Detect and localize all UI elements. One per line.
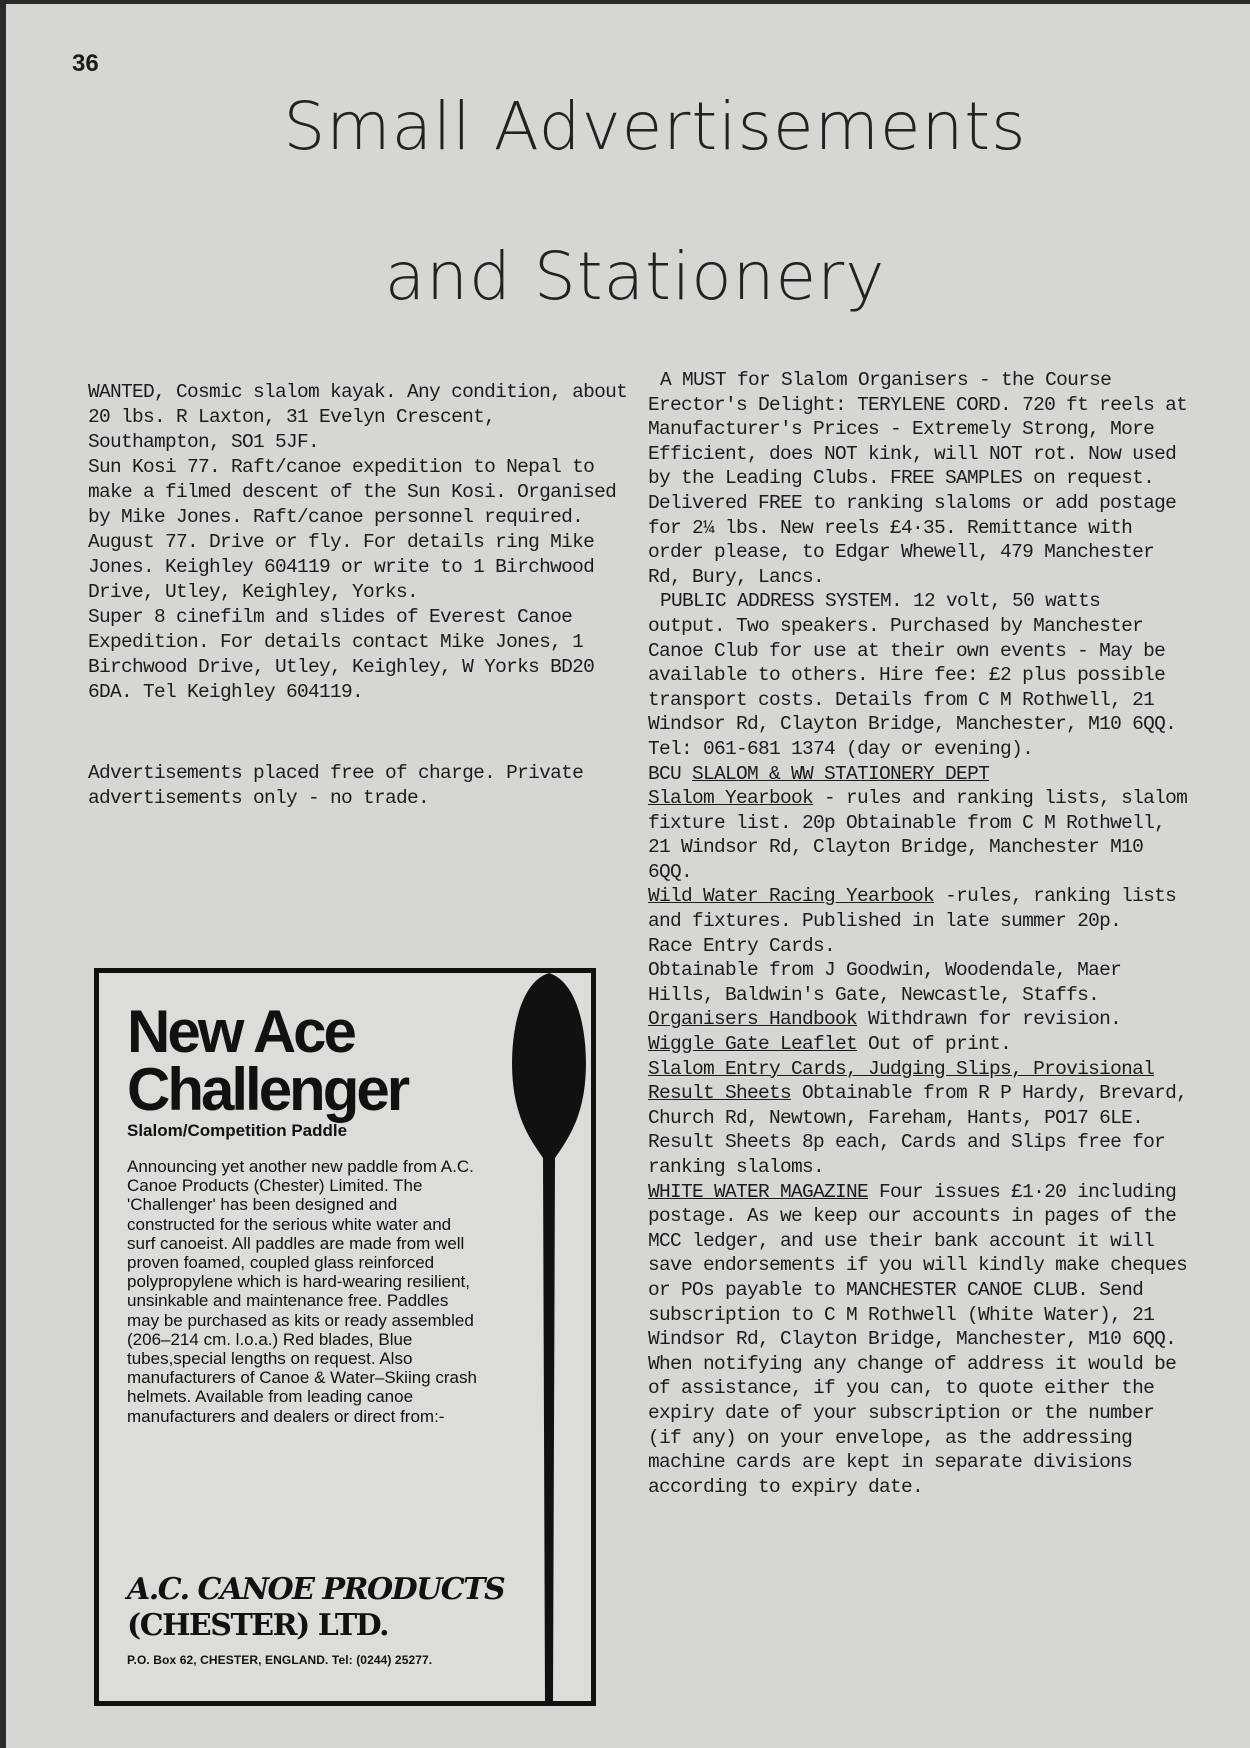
ad-everest-cinefilm: Super 8 cinefilm and slides of Everest Canoe Expedition. For details contact Mike Jones, 1 Birchwood Drive, Utley, Keighley, W Yorks BD20 6DA. Tel Keighley 604119. (88, 606, 595, 703)
advert-headline-line-1: New Ace (127, 998, 354, 1065)
slalom-cards-title: Slalom Entry Cards, Judging Slips, Provisional Result Sheets (648, 1057, 1155, 1105)
challenger-advert (94, 968, 596, 1706)
left-column (88, 380, 628, 811)
page-top-edge (0, 0, 1250, 4)
advert-body: Announcing yet another new paddle from A.C. Canoe Products (Chester) Limited. The 'Challenger' has been designed and constructed for the serious white water and surf canoeist. All paddles are made from well proven foamed, coupled glass reinforced polypropylene which is hard-wearing resilient, unsinkable and maintenance free. Paddles may be purchased as kits or ready assembled (206–214 cm. l.o.a.) Red blades, Blue tubes,special lengths on request. Also manufacturers of Canoe & Water–Skiing crash helmets. Available from leading canoe manufacturers and dealers or direct from:- (127, 1157, 477, 1426)
wiggle-gate-entry (648, 1032, 1188, 1057)
page-number: 36 (72, 50, 99, 77)
stationery-heading (648, 762, 1188, 787)
stationery-heading-prefix: BCU (648, 762, 693, 785)
advertising-note: Advertisements placed free of charge. Private advertisements only - no trade. (88, 762, 584, 809)
wiggle-gate-text: Out of print. (857, 1033, 1012, 1056)
ad-terylene-cord: A MUST for Slalom Organisers - the Course Erector's Delight: TERYLENE CORD. 720 ft reels at Manufacturer's Prices - Extremely Strong, More Efficient, does NOT kink, will NOT rot. Now used by the Leading Clubs. FREE SAMPLES on request. Delivered FREE to ranking slaloms or add postage for 2¼ lbs. New reels £4·35. Remittance with order please, to Edgar Whewell, 479 Manchester Rd, Bury, Lancs. (648, 369, 1188, 588)
slalom-cards-entry (648, 1057, 1188, 1131)
result-sheets-text: Result Sheets 8p each, Cards and Slips free for ranking slaloms. (648, 1131, 1166, 1178)
page-title-line-2: and Stationery (384, 238, 886, 315)
ad-public-address-system: PUBLIC ADDRESS SYSTEM. 12 volt, 50 watts output. Two speakers. Purchased by Manchester Canoe Club for use at their own events - May be available to others. Hire fee: £2 plus possible transport costs. Details from C M Rothwell, 21 Windsor Rd, Clayton Bridge, Manchester, M10 6QQ. Tel: 061-681 1374 (day or evening). (648, 590, 1177, 760)
page-title-line-1: Small Advertisements (283, 88, 1027, 165)
white-water-magazine-entry (648, 1180, 1188, 1500)
white-water-magazine-text: Four issues £1·20 including postage. As we keep our accounts in pages of the MCC ledger, and use their bank account it will save endorsements if you will kindly make cheques or POs payable to MANCHESTER CANOE CLUB. Send subscription to C M Rothwell (White Water), 21 Windsor Rd, Clayton Bridge, Manchester, M10 6QQ. When notifying any change of address it would be of assistance, if you can, to quote either the expiry date of your subscription or the number (if any) on your envelope, as the addressing machine cards are kept in separate divisions according to expiry date. (648, 1180, 1188, 1498)
wild-water-yearbook-title: Wild Water Racing Yearbook (648, 885, 935, 908)
wiggle-gate-title: Wiggle Gate Leaflet (648, 1033, 858, 1056)
organisers-handbook-entry (648, 1007, 1188, 1032)
paddle-illustration (499, 973, 599, 1701)
organisers-handbook-text: Withdrawn for revision. (857, 1008, 1122, 1031)
white-water-magazine-title: WHITE WATER MAGAZINE (648, 1180, 869, 1203)
wild-water-yearbook-text: -rules, ranking lists and fixtures. Published in late summer 20p. (648, 885, 1177, 933)
slalom-yearbook-title: Slalom Yearbook (648, 787, 814, 810)
advert-company-location: (CHESTER) LTD. (127, 1608, 389, 1643)
slalom-yearbook-entry (648, 786, 1188, 884)
ad-sun-kosi: Sun Kosi 77. Raft/canoe expedition to Nepal to make a filmed descent of the Sun Kosi. Organised by Mike Jones. Raft/canoe personnel required. August 77. Drive or fly. For details ring Mike Jones. Keighley 604119 or write to 1 Birchwood Drive, Utley, Keighley, Yorks. (88, 456, 617, 603)
stationery-heading-dept: SLALOM & WW STATIONERY DEPT (692, 762, 990, 785)
slalom-cards-text: Obtainable from R P Hardy, Brevard, Church Rd, Newtown, Fareham, Hants, PO17 6LE. (648, 1082, 1188, 1129)
advert-headline (127, 998, 408, 1123)
advert-address: P.O. Box 62, CHESTER, ENGLAND. Tel: (0244) 25277. (127, 1653, 433, 1667)
race-entry-cards: Race Entry Cards. (648, 934, 836, 957)
ad-wanted-kayak: WANTED, Cosmic slalom kayak. Any condition, about 20 lbs. R Laxton, 31 Evelyn Crescent, Southampton, SO1 5JF. (88, 381, 628, 453)
organisers-handbook-title: Organisers Handbook (648, 1008, 858, 1031)
right-column (648, 368, 1188, 1499)
race-entry-source: Obtainable from J Goodwin, Woodendale, Maer Hills, Baldwin's Gate, Newcastle, Staffs. (648, 959, 1122, 1006)
advert-subhead: Slalom/Competition Paddle (127, 1121, 348, 1140)
page-edge (0, 0, 6, 1748)
advert-headline-line-2: Challenger (127, 1056, 408, 1123)
advert-company-name: A.C. CANOE PRODUCTS (127, 1572, 505, 1607)
slalom-yearbook-text: - rules and ranking lists, slalom fixture list. 20p Obtainable from C M Rothwell, 21 Windsor Rd, Clayton Bridge, Manchester M10 6QQ. (648, 787, 1188, 883)
wild-water-yearbook-entry (648, 884, 1188, 933)
